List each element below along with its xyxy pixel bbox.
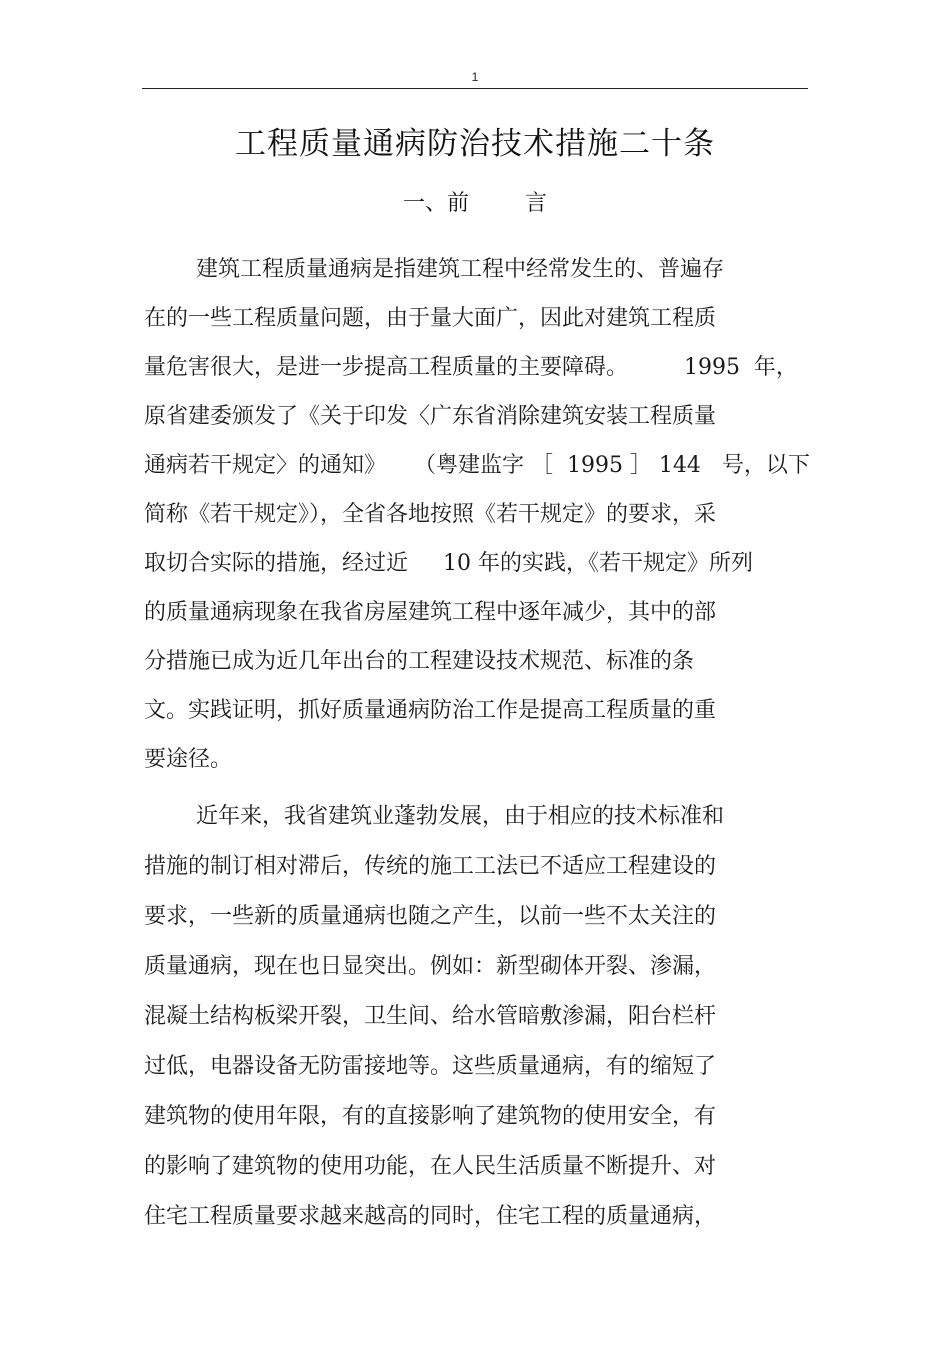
paragraph-2-line: 住宅工程质量要求越来越高的同时，住宅工程的质量通病，	[144, 1204, 717, 1229]
paragraph-1-line: 要途径。	[144, 747, 233, 772]
page-number: 1	[471, 70, 479, 84]
paragraph-2-line: 建筑物的使用年限，有的直接影响了建筑物的使用安全，有	[144, 1104, 717, 1129]
header-rule	[142, 88, 808, 89]
paragraph-1-line: 量危害很大，是进一步提高工程质量的主要障碍。 1995 年，	[144, 355, 798, 380]
paragraph-1-line: 文。实践证明，抓好质量通病防治工作是提高工程质量的重	[144, 698, 717, 723]
paragraph-2-line: 近年来，我省建筑业蓬勃发展，由于相应的技术标准和	[196, 804, 725, 829]
paragraph-1-line: 通病若干规定〉的通知》 （粤建监字 ［ 1995 ］ 144 号，以下	[144, 453, 810, 478]
paragraph-2-line: 措施的制订相对滞后，传统的施工工法已不适应工程建设的	[144, 854, 717, 879]
paragraph-2-line: 要求，一些新的质量通病也随之产生，以前一些不太关注的	[144, 904, 717, 929]
section-heading-word: 言	[525, 191, 548, 216]
paragraph-1-line: 在的一些工程质量问题，由于量大面广，因此对建筑工程质	[144, 306, 717, 331]
section-heading-number: 一、前	[402, 191, 469, 216]
paragraph-1-line: 分措施已成为近几年出台的工程建设技术规范、标准的条	[144, 649, 695, 674]
paragraph-2-line: 的影响了建筑物的使用功能，在人民生活质量不断提升、对	[144, 1154, 717, 1179]
paragraph-1-line: 建筑工程质量通病是指建筑工程中经常发生的、普遍存	[196, 257, 725, 282]
paragraph-2-line: 过低，电器设备无防雷接地等。这些质量通病，有的缩短了	[144, 1054, 717, 1079]
document-title: 工程质量通病防治技术措施二十条	[235, 126, 715, 162]
paragraph-2-line: 混凝土结构板梁开裂，卫生间、给水管暗敷渗漏，阳台栏杆	[144, 1004, 717, 1029]
paragraph-1-line: 原省建委颁发了《关于印发〈广东省消除建筑安装工程质量	[144, 404, 717, 429]
paragraph-1-line: 取切合实际的措施，经过近 10 年的实践，《若干规定》所列	[144, 551, 753, 576]
paragraph-2-line: 质量通病，现在也日显突出。例如：新型砌体开裂、渗漏，	[144, 954, 717, 979]
paragraph-1-line: 的质量通病现象在我省房屋建筑工程中逐年减少，其中的部	[144, 600, 717, 625]
section-heading	[0, 188, 950, 220]
paragraph-1-line: 简称《若干规定》），全省各地按照《若干规定》的要求，采	[144, 502, 717, 527]
